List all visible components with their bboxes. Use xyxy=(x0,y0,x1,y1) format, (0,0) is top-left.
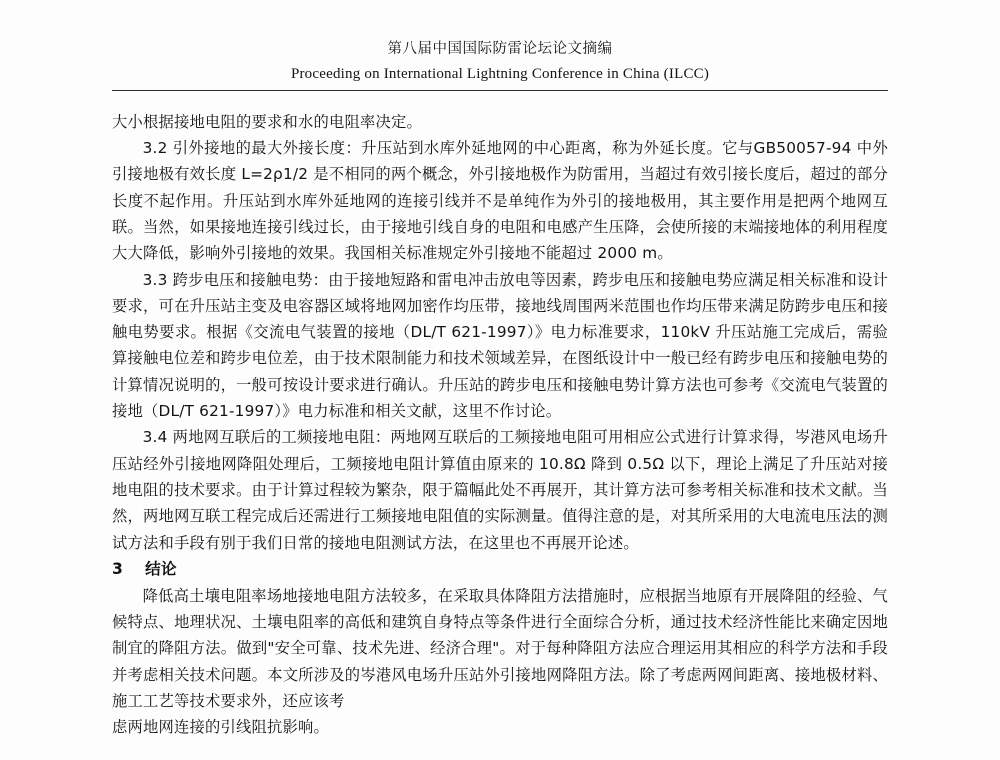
paragraph-3-4: 3.4 两地网互联后的工频接地电阻：两地网互联后的工频接地电阻可用相应公式进行计算求得，岑港风电场升压站经外引接地网降阻处理后，工频接地电阻计算值由原来的 10.8Ω 降到 0.5Ω 以下，理论上满足了升压站对接地电阻的技术要求。由于计算过程较为繁杂，限于篇幅此处不再展开，其计算方法可参考相关标准和技术文献。当然，两地网互联工程完成后还需进行工频接地电阻值的实际测量。值得注意的是，对其所采用的大电流电压法的测试方法和手段有别于我们日常的接地电阻测试方法，在这里也不再展开论述。 xyxy=(112,428,888,552)
section-title: 结论 xyxy=(145,559,177,578)
paragraph-conclusion-cut: 虑两地网连接的引线阻抗影响。 xyxy=(112,718,329,737)
header-divider xyxy=(112,90,888,91)
document-body xyxy=(112,109,888,740)
section-number: 3 xyxy=(112,559,124,578)
paragraph-3-3: 3.3 跨步电压和接触电势：由于接地短路和雷电冲击放电等因素，跨步电压和接触电势应满足相关标准和设计要求，可在升压站主变及电容器区域将地网加密作均压带，接地线周围两米范围也作均压带来满足防跨步电压和接触电势要求。根据《交流电气装置的接地（DL/T 621-1997）》电力标准要求，110kV 升压站施工完成后，需验算接触电位差和跨步电位差，由于技术限制能力和技术领域差异，在图纸设计中一般已经有跨步电压和接触电势的计算情况说明的，一般可按设计要求进行确认。升压站的跨步电压和接触电势计算方法也可参考《交流电气装置的接地（DL/T 621-1997）》电力标准和相关文献，这里不作讨论。 xyxy=(112,270,888,421)
paragraph-continuation: 大小根据接地电阻的要求和水的电阻率决定。 xyxy=(112,112,422,131)
page-header xyxy=(112,40,888,84)
paragraph-conclusion: 降低高土壤电阻率场地接地电阻方法较多，在采取具体降阻方法措施时，应根据当地原有开展降阻的经验、气候特点、地理状况、土壤电阻率的高低和建筑自身特点等条件进行全面综合分析，通过技术经济性能比来确定因地制宜的降阻方法。做到"安全可靠、技术先进、经济合理"。对于每种降阻方法应合理运用其相应的科学方法和手段并考虑相关技术问题。本文所涉及的岑港风电场升压站外引接地网降阻方法。除了考虑两网间距离、接地极材料、施工工艺等技术要求外，还应该考 xyxy=(112,586,888,710)
paragraph-3-2: 3.2 引外接地的最大外接长度：升压站到水库外延地网的中心距离，称为外延长度。它与GB50057-94 中外引接地极有效长度 L=2ρ1/2 是不相同的两个概念，外引接地极作为防雷用，当超过有效引接长度后，超过的部分长度不起作用。升压站到水库外延地网的连接引线并不是单纯作为外引的接地极用，其主要作用是把两个地网互联。当然，如果接地连接引线过长，由于接地引线自身的电阻和电感产生压降，会使所接的末端接地体的利用程度大大降低，影响外引接地的效果。我国相关标准规定外引接地不能超过 2000 m。 xyxy=(112,139,888,263)
section-heading-conclusion xyxy=(112,556,888,583)
header-title-cn: 第八届中国国际防雷论坛论文摘编 xyxy=(387,41,613,57)
header-title-en: Proceeding on International Lightning Conference in China (ILCC) xyxy=(290,65,710,82)
